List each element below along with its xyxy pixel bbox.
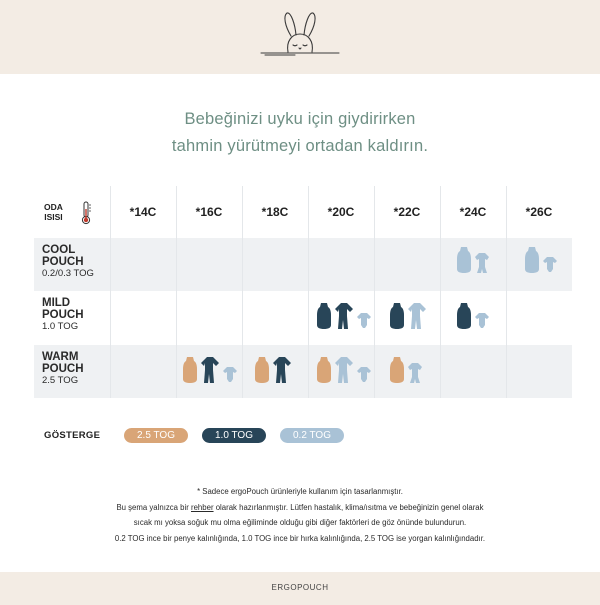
- cool-26c-garments: [524, 246, 558, 274]
- note-text: Bu şema yalnızca bir: [116, 502, 191, 512]
- bodysuit-icon: [474, 312, 490, 330]
- room-temperature-label: [44, 202, 63, 222]
- row-name-line-1: MILD: [42, 297, 71, 309]
- sleep-bag-icon: [389, 302, 405, 330]
- mild-24c-garments: [456, 302, 490, 330]
- header-band: [0, 0, 600, 74]
- footer-brand: ERGOPOUCH: [271, 583, 329, 592]
- table-row-mild: [34, 291, 572, 345]
- note-line-4: 0.2 TOG ince bir penye kalınlığında, 1.0 TOG ince bir hırka kalınlığında, 2.5 TOG ise yorgan kalınlığındadır.: [114, 533, 486, 543]
- guide-link[interactable]: rehber: [191, 502, 214, 512]
- note-line-2: [0, 500, 600, 516]
- row-name-line-1: WARM: [42, 351, 79, 363]
- sleep-guide-table: [34, 186, 572, 398]
- row-tog: 2.5 TOG: [42, 375, 79, 386]
- footer-band: [0, 572, 600, 605]
- headline-line-2: tahmin yürütmeyi ortadan kaldırın.: [171, 137, 429, 155]
- legend-pill: 2.5 TOG: [124, 428, 188, 443]
- footnotes: [0, 484, 600, 546]
- temperature-header: *26C: [525, 205, 553, 219]
- temperature-header: *20C: [327, 205, 355, 219]
- row-label-cool: [42, 244, 112, 280]
- note-line-3: sıcak mı yoksa soğuk mu olma eğiliminde olduğu gibi diğer faktörleri de göz önünde bulundurun.: [133, 518, 467, 527]
- sleep-bag-icon: [456, 246, 472, 274]
- room-label-line-2: ISISI: [44, 212, 63, 222]
- note-text: olarak hazırlanmıştır. Lütfen hastalık, klima/ısıtma ve bebeğinizin genel olarak: [213, 502, 484, 512]
- bunny-logo-icon: [255, 8, 345, 68]
- bodysuit-icon: [542, 256, 558, 274]
- sleep-bag-icon: [182, 356, 198, 384]
- row-tog: 0.2/0.3 TOG: [42, 268, 94, 279]
- table-row-cool: [34, 238, 572, 291]
- legend-pill: 1.0 TOG: [202, 428, 266, 443]
- warm-22c-garments: [389, 356, 423, 384]
- bodysuit-icon: [356, 312, 372, 330]
- temperature-header: *24C: [459, 205, 487, 219]
- sleep-bag-icon: [524, 246, 540, 274]
- row-label-mild: [42, 297, 112, 333]
- row-tog: 1.0 TOG: [42, 321, 79, 332]
- headline: [0, 106, 600, 160]
- note-line-1: * Sadece ergoPouch ürünleriyle kullanım için tasarlanmıştır.: [197, 487, 403, 496]
- sleepsuit-icon: [272, 356, 292, 384]
- warm-16c-garments: [182, 356, 238, 384]
- sleep-bag-icon: [254, 356, 270, 384]
- mild-20c-garments: [316, 302, 372, 330]
- row-name-line-2: POUCH: [42, 256, 84, 268]
- legend-title: GÖSTERGE: [44, 430, 101, 441]
- sleep-bag-icon: [389, 356, 405, 384]
- sleep-bag-icon: [456, 302, 472, 330]
- mild-22c-garments: [389, 302, 427, 330]
- room-label-line-1: ODA: [44, 202, 63, 212]
- table-row-warm: [34, 345, 572, 398]
- temperature-header: *14C: [129, 205, 157, 219]
- sleep-bag-icon: [316, 356, 332, 384]
- sleep-bag-icon: [316, 302, 332, 330]
- headline-line-1: Bebeğinizi uyku için giydirirken: [184, 110, 416, 128]
- sleepsuit-icon: [407, 302, 427, 330]
- sleepsuit-icon: [334, 356, 354, 384]
- thermometer-icon: [80, 201, 92, 225]
- row-name-line-2: POUCH: [42, 309, 84, 321]
- romper-icon: [407, 362, 423, 384]
- temperature-header: *18C: [261, 205, 289, 219]
- sleepsuit-icon: [200, 356, 220, 384]
- warm-20c-garments: [316, 356, 372, 384]
- temperature-header: *16C: [195, 205, 223, 219]
- legend-pill: 0.2 TOG: [280, 428, 344, 443]
- bodysuit-icon: [356, 366, 372, 384]
- temperature-header: *22C: [393, 205, 421, 219]
- row-label-warm: [42, 351, 112, 387]
- sleepsuit-icon: [334, 302, 354, 330]
- bodysuit-icon: [222, 366, 238, 384]
- cool-24c-garments: [456, 246, 490, 274]
- row-name-line-1: COOL: [42, 244, 76, 256]
- warm-18c-garments: [254, 356, 292, 384]
- row-name-line-2: POUCH: [42, 363, 84, 375]
- romper-icon: [474, 252, 490, 274]
